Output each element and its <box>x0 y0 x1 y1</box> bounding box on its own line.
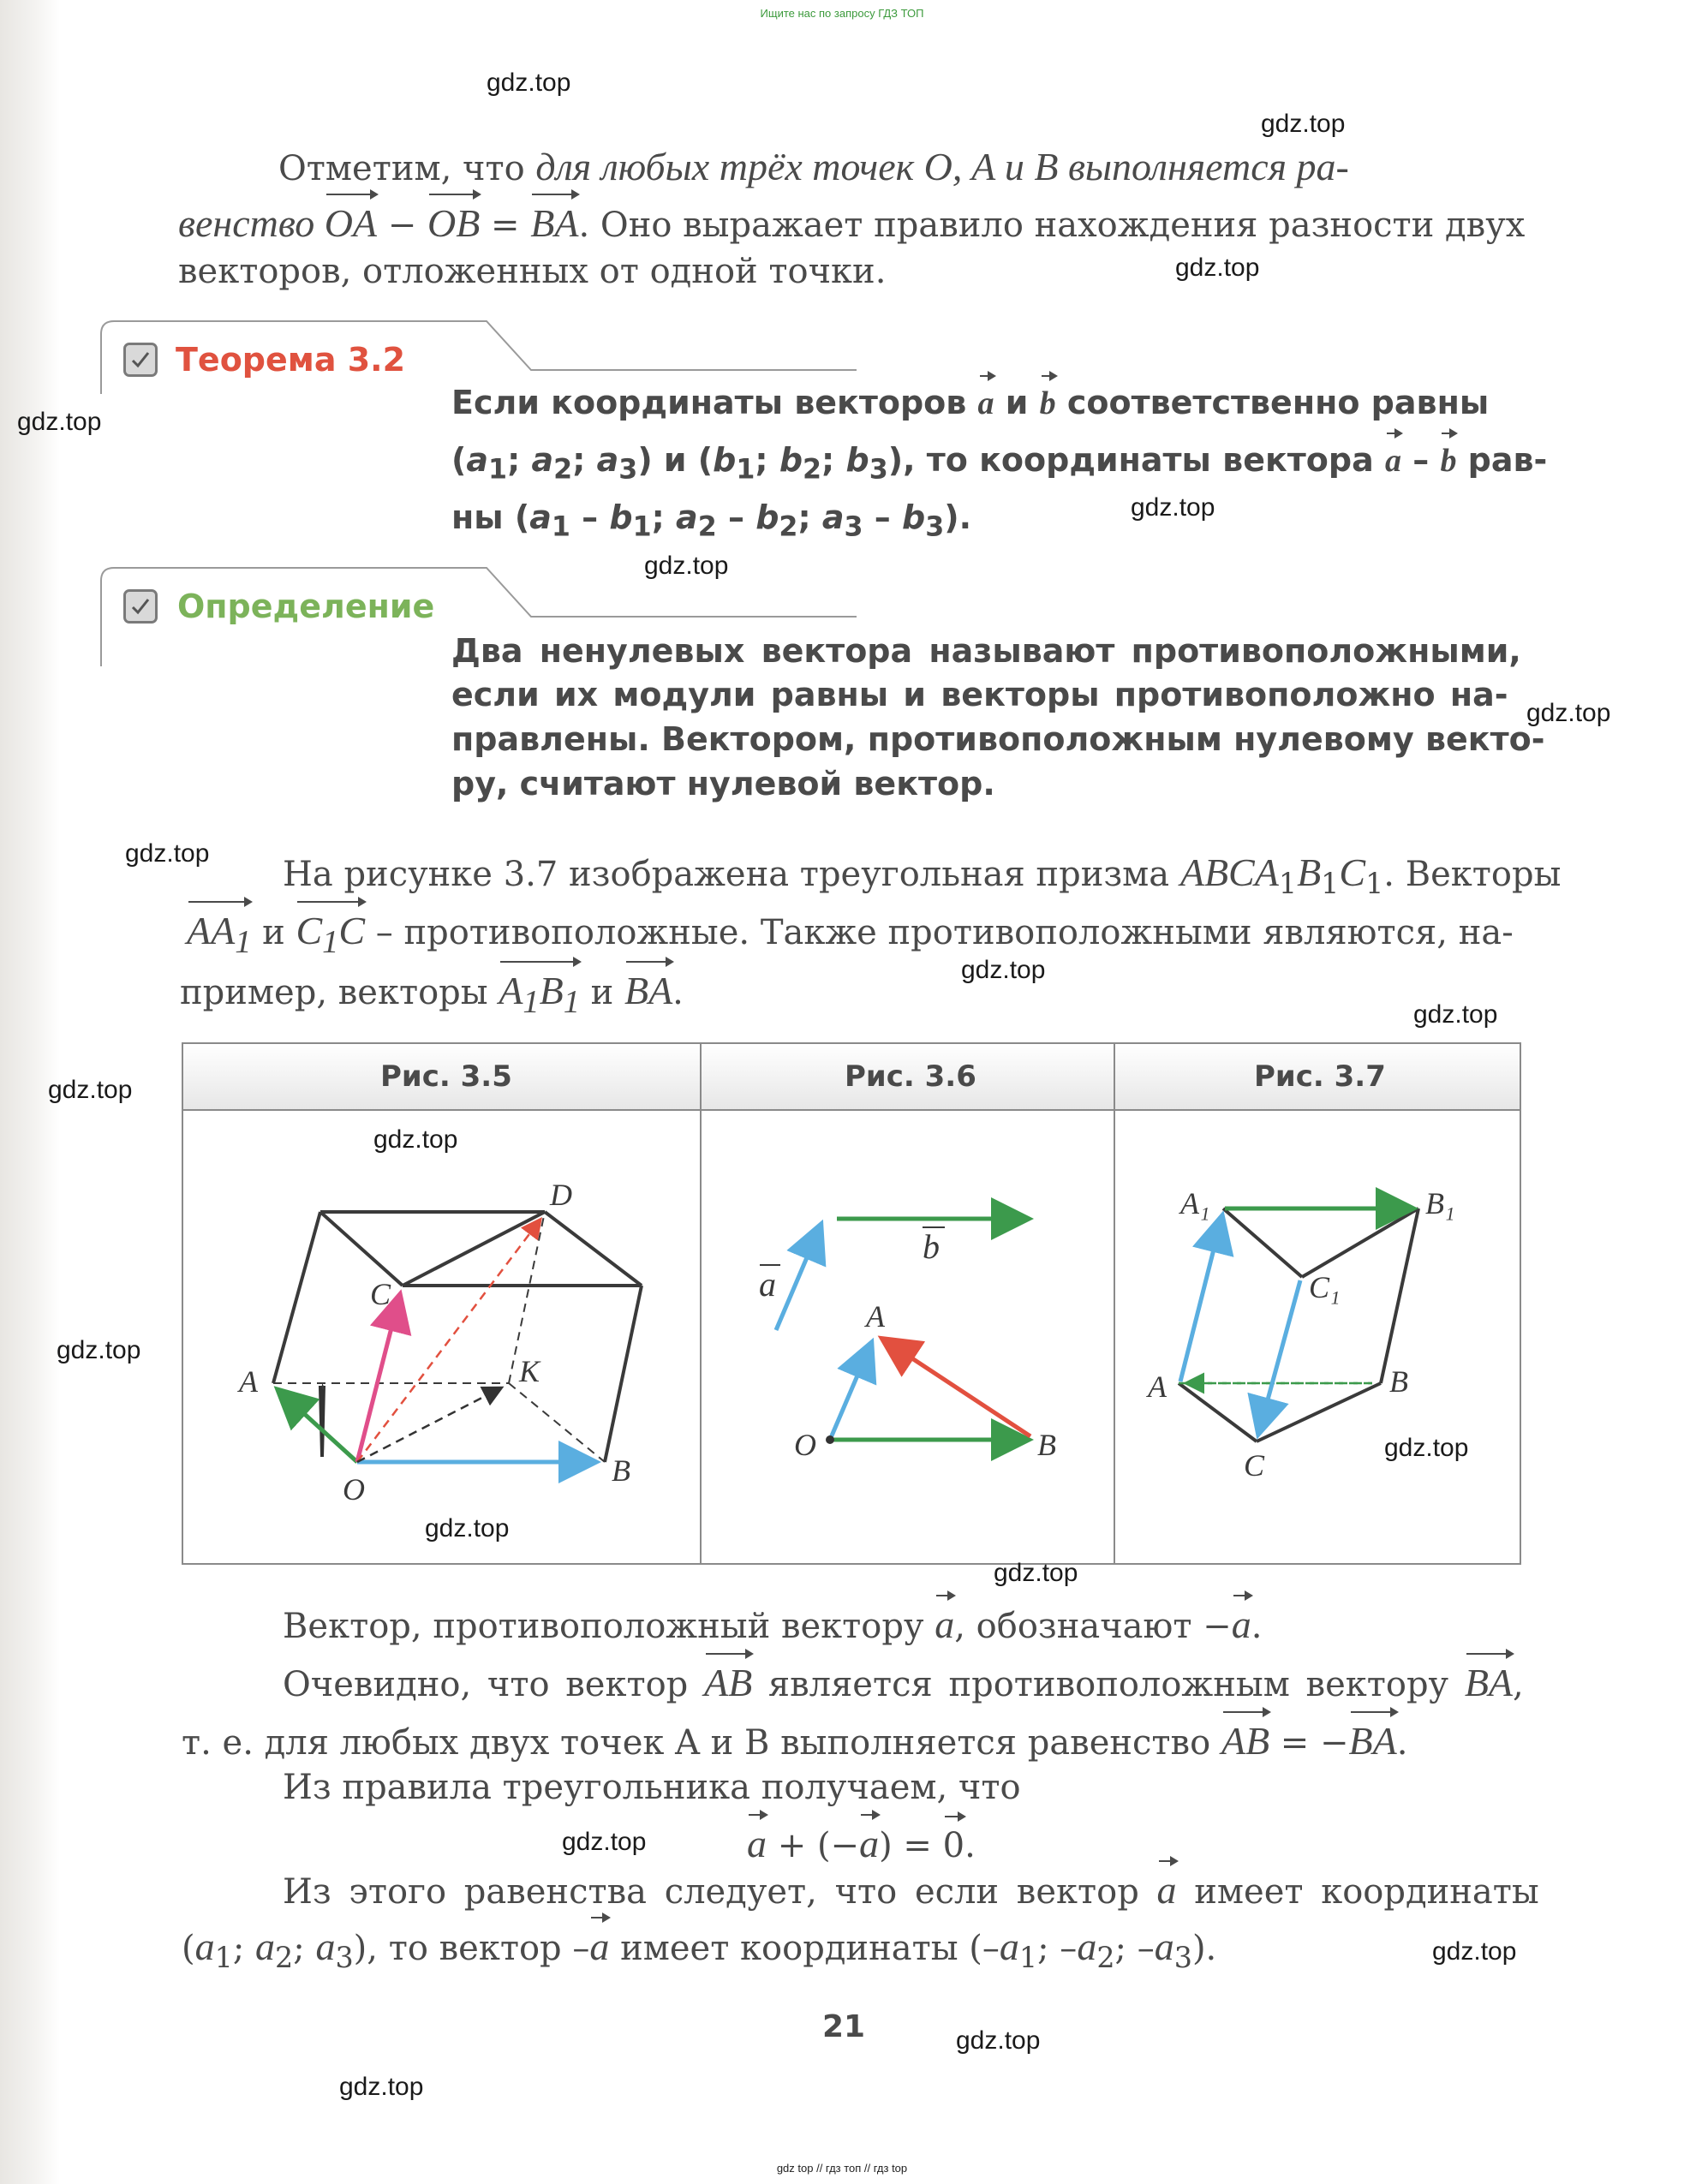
watermark: gdz.top <box>1131 493 1215 522</box>
vector-OA <box>280 1392 357 1462</box>
prism-line-3: пример, векторы $A_1B_1$ и BA. <box>180 966 684 1027</box>
label-K: K <box>519 1354 540 1388</box>
label-A1: A₁ <box>1180 1186 1210 1220</box>
prism-line-1: На рисунке 3.7 изображена треугольная призма $ABCA_1B_1C_1$. Векторы <box>283 850 1562 900</box>
label-C: C <box>1244 1448 1265 1483</box>
watermark: gdz.top <box>125 839 210 868</box>
fig-3-6-title: Рис. 3.6 <box>845 1059 976 1094</box>
watermark: gdz.top <box>994 1559 1078 1587</box>
checkmark-icon <box>123 343 158 377</box>
after-line-2: Очевидно, что вектор AB является противоположным вектору BA, <box>283 1658 1524 1710</box>
vector-OD <box>357 1220 540 1462</box>
watermark: gdz.top <box>644 552 729 580</box>
vector-C1C <box>1259 1280 1300 1431</box>
watermark: gdz.top <box>48 1076 133 1104</box>
definition-line-4: ру, считают нулевой вектор. <box>451 765 995 803</box>
watermark: gdz.top <box>1384 1434 1469 1462</box>
watermark: gdz.top <box>956 2026 1041 2055</box>
watermark: gdz.top <box>373 1125 458 1154</box>
watermark: gdz.top <box>1261 110 1346 138</box>
watermark: gdz.top <box>1432 1937 1517 1966</box>
intro-line-2: венство OA − OB = BA. Оно выражает правило нахождения разности двух <box>178 199 1525 250</box>
theorem-line-3: ны ($a_1 - b_1$; $a_2 - b_2$; $a_3 - b_3$). <box>451 498 972 543</box>
vector-OA <box>830 1346 870 1440</box>
vector-OK <box>357 1388 500 1462</box>
intro-line-1: Отметим, что для любых трёх точек O, A и B выполняется ра- <box>278 145 1349 188</box>
fig-3-6-drawing <box>702 1109 1113 1561</box>
watermark: gdz.top <box>1413 1000 1498 1029</box>
label-C: C <box>370 1277 391 1311</box>
definition-line-2: если их модули равны и векторы противоположно на- <box>451 676 1508 713</box>
point-O <box>826 1435 834 1444</box>
page-number: 21 <box>822 2009 866 2044</box>
label-b: b <box>923 1227 940 1266</box>
watermark: gdz.top <box>487 69 571 97</box>
after-line-4: Из правила треугольника получаем, что <box>283 1768 1021 1807</box>
label-C1: C₁ <box>1309 1270 1341 1304</box>
vector-OC <box>357 1298 399 1462</box>
watermark: gdz.top <box>562 1828 647 1856</box>
label-a: a <box>759 1265 776 1304</box>
watermark: gdz.top <box>1526 699 1611 727</box>
watermark: gdz.top <box>57 1336 141 1364</box>
label-B: B <box>1389 1364 1408 1399</box>
theorem-line-2: ($a_1$; $a_2$; $a_3$) и ($b_1$; $b_2$; $b_3$), то координаты вектора a – b рав- <box>451 437 1547 493</box>
label-B1: B₁ <box>1425 1186 1455 1220</box>
watermark: gdz.top <box>339 2073 424 2101</box>
fig-3-5-title: Рис. 3.5 <box>380 1059 512 1094</box>
watermark: gdz.top <box>961 956 1046 984</box>
fig-3-5-drawing <box>183 1109 700 1561</box>
definition-line-3: правлены. Вектором, противоположным нулевому векто- <box>451 720 1545 758</box>
label-B: B <box>612 1453 630 1488</box>
watermark: gdz.top <box>17 408 102 436</box>
label-D: D <box>550 1178 572 1212</box>
watermark: gdz.top <box>425 1514 510 1543</box>
watermark: gdz.top <box>1175 254 1260 282</box>
label-A: A <box>866 1299 885 1334</box>
fig-3-7-drawing <box>1115 1109 1518 1561</box>
figures-table <box>182 1042 1521 1565</box>
checkmark-icon <box>123 589 158 624</box>
top-note: Ищите нас по запросу ГДЗ ТОП <box>760 7 924 20</box>
definition-title: Определение <box>177 588 435 625</box>
after-line-3: т. е. для любых двух точек A и B выполняется равенство AB = −BA. <box>182 1716 1407 1768</box>
vector-BA <box>885 1340 1030 1436</box>
intro-line-3: векторов, отложенных от одной точки. <box>178 252 887 291</box>
after-line-7: ($a_1$; $a_2$; $a_3$), то вектор –a имеет координаты ($-a_1$; $-a_2$; $-a_3$). <box>182 1922 1216 1983</box>
vector-AA1 <box>1180 1219 1221 1381</box>
vector-a <box>776 1227 820 1330</box>
after-line-1: Вектор, противоположный вектору a, обозначают −a. <box>283 1600 1262 1651</box>
label-B: B <box>1037 1428 1056 1462</box>
theorem-line-1: Если координаты векторов a и b соответственно равны <box>451 379 1489 427</box>
after-line-6: Из этого равенства следует, что если вектор a имеет координаты <box>283 1865 1539 1917</box>
definition-line-1: Два ненулевых вектора называют противоположными, <box>451 632 1521 670</box>
fig-3-7-title: Рис. 3.7 <box>1254 1059 1386 1094</box>
label-A: A <box>239 1364 258 1399</box>
label-A: A <box>1148 1369 1167 1404</box>
prism-line-2: $AA_1$ и $C_1C$ – противоположные. Также противоположными являются, на- <box>187 906 1514 967</box>
bottom-note: gdz top // гдз топ // гдз top <box>776 2162 908 2175</box>
parallelepiped <box>273 1212 642 1462</box>
label-O: O <box>794 1428 816 1462</box>
theorem-title: Теорема 3.2 <box>176 341 406 379</box>
label-O: O <box>343 1472 365 1507</box>
after-formula: a + (−a) = 0. <box>747 1819 976 1871</box>
